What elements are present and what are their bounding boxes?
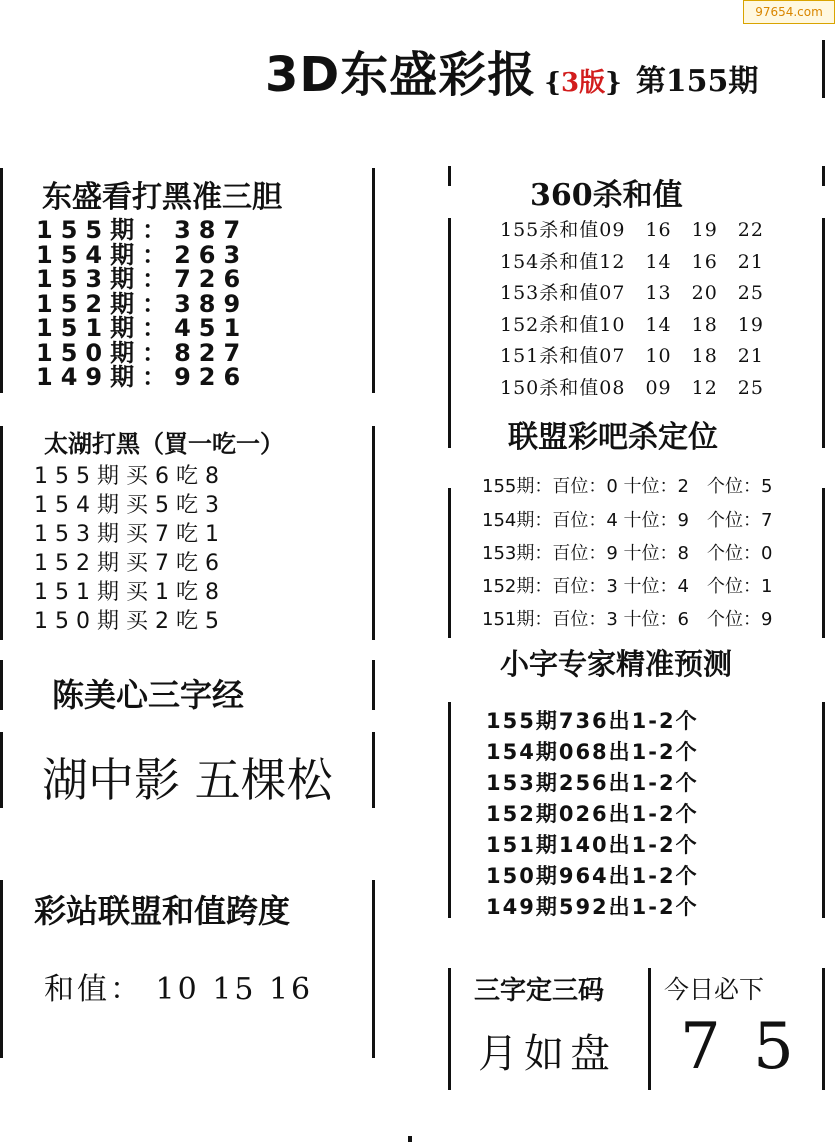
divider — [448, 218, 451, 448]
league-list — [482, 504, 772, 636]
list-item: 152期026出1-2个 — [486, 802, 699, 826]
divider — [372, 880, 375, 1058]
list-item: 149期：926 — [36, 363, 249, 391]
divider — [0, 732, 3, 808]
list-item: 150期买2吃5 — [34, 609, 226, 634]
taihu-list — [34, 462, 226, 636]
list-item: 153期买7吃1 — [34, 522, 226, 547]
divider — [448, 968, 451, 1090]
edition-label: {3版} — [544, 68, 622, 98]
list-item: 152期买7吃6 — [34, 551, 226, 576]
list-item: 150期：827 — [36, 338, 249, 367]
list-item: 151期：百位：3 十位：6 个位：9 — [482, 609, 773, 630]
list-item: 154期：263 — [36, 240, 249, 269]
newspaper-title: 3D东盛彩报 — [265, 47, 537, 103]
divider — [0, 426, 3, 640]
list-item: 150杀和值08 09 12 25 — [500, 376, 764, 399]
three-code-title: 三字定三码 — [474, 976, 605, 1006]
divider — [822, 702, 825, 918]
list-item: 153期：726 — [36, 265, 249, 293]
list-item: 152杀和值10 14 18 19 — [500, 313, 764, 336]
list-item: 152期：389 — [36, 289, 249, 318]
list-item: 155杀和值09 16 19 22 — [500, 219, 764, 241]
list-item: 152期：百位：3 十位：4 个位：1 — [482, 576, 773, 597]
divider — [648, 968, 651, 1090]
masthead-rule — [822, 40, 825, 98]
list-item: 155期买6吃8 — [34, 464, 226, 489]
divider — [0, 660, 3, 710]
kill-sum-title: 360杀和值 — [530, 178, 683, 213]
list-item: 151期140出1-2个 — [486, 833, 699, 857]
list-item: 154期：百位：4 十位：9 个位：7 — [482, 510, 773, 531]
divider — [822, 968, 825, 1090]
masthead — [265, 36, 759, 103]
divider — [448, 166, 451, 186]
list-item: 150期964出1-2个 — [486, 864, 699, 888]
issue-number: 第155期 — [635, 64, 759, 99]
divider — [448, 488, 451, 638]
divider — [0, 168, 3, 393]
crop-mark — [408, 1136, 412, 1142]
divider — [448, 702, 451, 918]
list-item: 153杀和值07 13 20 25 — [500, 282, 764, 304]
divider — [822, 218, 825, 448]
list-item: 154期068出1-2个 — [486, 740, 699, 764]
divider — [372, 426, 375, 640]
chen-text: 湖中影 五棵松 — [42, 753, 333, 807]
divider — [0, 880, 3, 1058]
dongsheng-title: 东盛看打黑准三胆 — [42, 180, 282, 215]
today-number: 7 5 — [680, 1010, 800, 1084]
expert-title: 小字专家精准预测 — [500, 647, 733, 681]
divider — [372, 732, 375, 808]
expert-list — [486, 706, 699, 923]
caizhan-title: 彩站联盟和值跨度 — [34, 892, 291, 930]
kill-sum-title-clip — [530, 170, 730, 213]
divider — [822, 166, 825, 186]
site-watermark: 97654.com — [743, 0, 835, 24]
today-title: 今日必下 — [664, 975, 765, 1004]
three-code-text: 月如盘 — [478, 1031, 616, 1077]
list-item: 149期592出1-2个 — [486, 895, 699, 919]
list-item: 151期：451 — [36, 314, 249, 342]
list-item: 155期736出1-2个 — [486, 709, 699, 733]
league-title: 联盟彩吧杀定位 — [508, 420, 718, 455]
caizhan-text: 和值： 10 15 16 — [44, 972, 314, 1007]
list-item: 154杀和值12 14 16 21 — [500, 250, 764, 273]
league-partial-clip — [482, 476, 812, 497]
divider — [822, 488, 825, 638]
list-item: 151杀和值07 10 18 21 — [500, 345, 764, 367]
list-item: 153期：百位：9 十位：8 个位：0 — [482, 543, 773, 564]
league-partial-row: 155期：百位：0 十位：2 个位：5 — [482, 476, 773, 497]
list-item: 155期：387 — [36, 216, 249, 244]
divider — [372, 660, 375, 710]
divider — [372, 168, 375, 393]
dongsheng-list — [36, 218, 248, 390]
list-item: 154期买5吃3 — [34, 493, 226, 518]
kill-sum-list — [500, 215, 764, 404]
taihu-title: 太湖打黑（買一吃一） — [44, 429, 284, 458]
list-item: 151期买1吃8 — [34, 580, 226, 605]
list-item: 153期256出1-2个 — [486, 771, 699, 795]
chen-title: 陈美心三字经 — [52, 676, 245, 714]
